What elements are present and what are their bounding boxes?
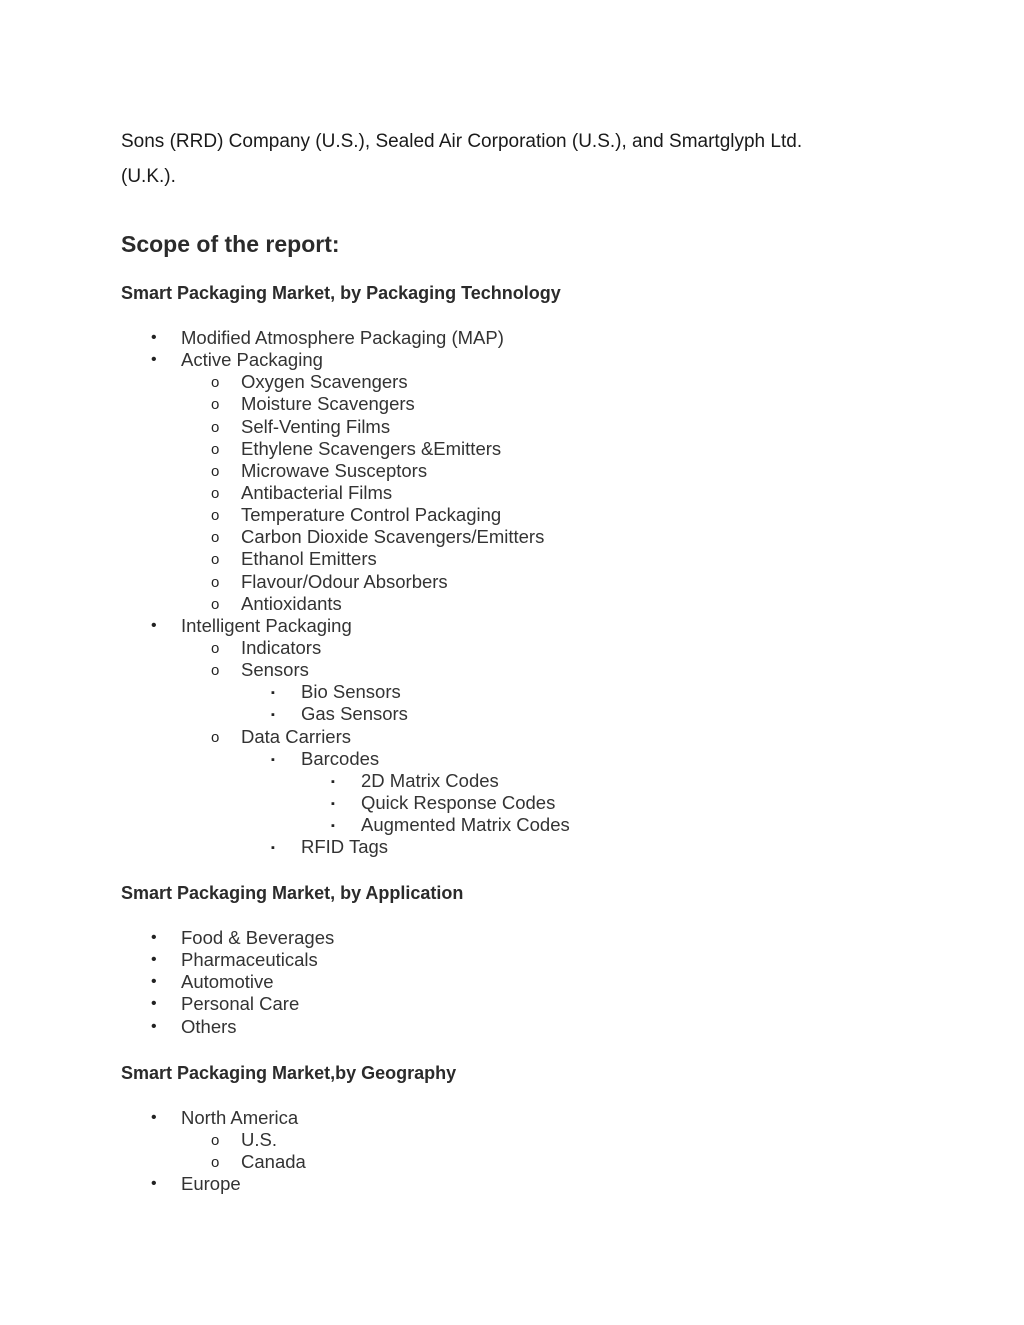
- list-item-text: Active Packaging: [181, 349, 323, 371]
- list-item-text: Canada: [241, 1151, 306, 1173]
- list-item-text: North America: [181, 1107, 299, 1128]
- bullet-marker: o: [211, 507, 220, 525]
- bullet-marker: o: [211, 374, 220, 392]
- list-item-text: Sensors: [241, 659, 309, 681]
- list-item-text: Ethylene Scavengers &Emitters: [241, 437, 502, 459]
- bullet-marker: •: [151, 995, 157, 1013]
- bullet-marker: ▪: [271, 687, 275, 700]
- bullet-marker: ▪: [271, 753, 275, 766]
- bullet-marker: o: [211, 551, 220, 569]
- list-item-text: Gas Sensors: [301, 703, 408, 725]
- bullet-marker: o: [211, 484, 220, 502]
- list-item-text: Augmented Matrix Codes: [361, 814, 570, 836]
- bullet-marker: o: [211, 440, 220, 458]
- bullet-marker: ▪: [271, 709, 275, 722]
- list-item-text: Ethanol Emitters: [241, 548, 377, 570]
- list-item-text: Temperature Control Packaging: [241, 504, 502, 526]
- bullet-marker: •: [151, 351, 157, 369]
- bullet-marker: •: [151, 951, 157, 969]
- bullet-marker: ▪: [331, 797, 335, 810]
- list-item-text: Antibacterial Films: [241, 481, 393, 503]
- bullet-marker: o: [211, 595, 220, 613]
- bullet-marker: o: [211, 639, 220, 657]
- list-item-text: Data Carriers: [241, 725, 351, 747]
- bullet-marker: o: [211, 662, 220, 680]
- bullet-marker: •: [151, 1175, 157, 1193]
- bullet-marker: o: [211, 728, 220, 746]
- list-item-text: Personal Care: [181, 993, 300, 1015]
- list-item-text: Food & Beverages: [181, 927, 335, 948]
- bullet-marker: •: [151, 973, 157, 991]
- list-item-text: Flavour/Odour Absorbers: [241, 570, 448, 592]
- list-item-text: Self-Venting Films: [241, 415, 391, 437]
- list-item-text: Others: [181, 1015, 237, 1037]
- list-item-text: Oxygen Scavengers: [241, 371, 408, 393]
- list-item-text: 2D Matrix Codes: [361, 769, 499, 791]
- bullet-marker: •: [151, 329, 157, 346]
- list-item-text: Modified Atmosphere Packaging (MAP): [181, 327, 504, 348]
- list-item-text: Quick Response Codes: [361, 791, 556, 813]
- list-item-text: Indicators: [241, 636, 322, 658]
- list-item-text: Barcodes: [301, 747, 380, 769]
- section-heading-technology: Smart Packaging Market, by Packaging Technology: [121, 283, 561, 303]
- list-item-text: Pharmaceuticals: [181, 949, 318, 971]
- bullet-marker: ▪: [271, 842, 275, 855]
- intro-line-2: (U.K.).: [121, 166, 176, 187]
- bullet-marker: ▪: [331, 775, 335, 788]
- bullet-marker: o: [211, 529, 220, 547]
- bullet-marker: o: [211, 1154, 220, 1172]
- intro-paragraph: [121, 124, 881, 194]
- list-item-text: Microwave Susceptors: [241, 459, 428, 481]
- bullet-marker: •: [151, 1109, 157, 1126]
- list-item-text: Bio Sensors: [301, 681, 401, 703]
- list-item-text: Carbon Dioxide Scavengers/Emitters: [241, 526, 545, 548]
- list-item-text: Antioxidants: [241, 592, 342, 614]
- bullet-marker: o: [211, 418, 220, 436]
- list-item-text: Automotive: [181, 971, 274, 993]
- list-item-text: Europe: [181, 1173, 241, 1195]
- bullet-marker: •: [151, 929, 157, 946]
- bullet-marker: •: [151, 616, 157, 634]
- list-item-text: Moisture Scavengers: [241, 393, 415, 415]
- bullet-marker: o: [211, 573, 220, 591]
- section-heading-geography: Smart Packaging Market,by Geography: [121, 1063, 457, 1083]
- list-item-text: Intelligent Packaging: [181, 614, 352, 636]
- bullet-marker: •: [151, 1017, 157, 1035]
- bullet-marker: ▪: [331, 820, 335, 833]
- section-heading-application: Smart Packaging Market, by Application: [121, 883, 464, 903]
- list-item-text: RFID Tags: [301, 836, 389, 858]
- bullet-marker: o: [211, 396, 220, 414]
- scope-heading: Scope of the report:: [121, 231, 340, 257]
- bullet-marker: o: [211, 462, 220, 480]
- bullet-marker: o: [211, 1132, 220, 1150]
- intro-line-1: Sons (RRD) Company (U.S.), Sealed Air Corporation (U.S.), and Smartglyph Ltd.: [121, 131, 803, 152]
- list-item-text: U.S.: [241, 1129, 277, 1151]
